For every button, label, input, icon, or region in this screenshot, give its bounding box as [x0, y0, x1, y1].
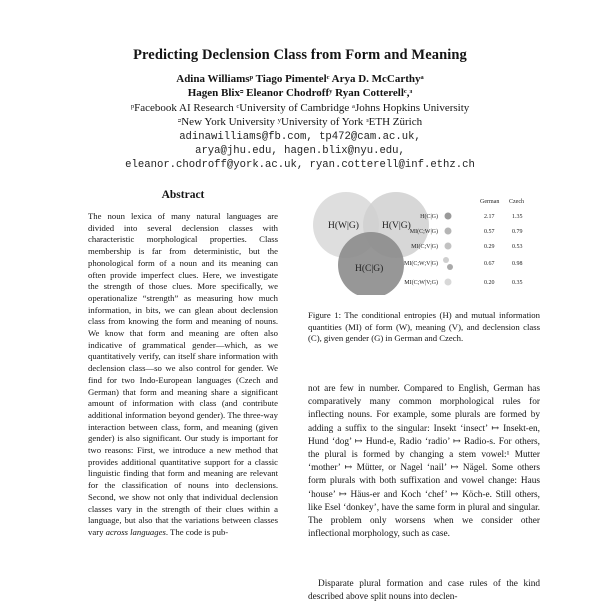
- table-row-label: MI(C;V|G): [411, 244, 438, 250]
- emails-line-1: adinawilliams@fb.com, tp472@cam.ac.uk,: [179, 131, 421, 143]
- row-glyph-icon: [445, 228, 452, 235]
- figure-caption: Figure 1: The conditional entropies (H) and mutual information quantities (MI) of form (W), meaning (V), and declension class (C), given gender (G) in German and Czech.: [308, 310, 540, 344]
- venn-label-class: H(C|G): [355, 264, 384, 274]
- table-row-label: MI(C;W|V;G): [404, 280, 438, 286]
- row-glyph-icon: [447, 264, 453, 270]
- table-cell-czech: 0.79: [512, 229, 523, 235]
- row-glyph-icon: [445, 213, 452, 220]
- authors-line-2: Hagen Blixᵙ Eleanor Chodroffʸ Ryan Cotterellᶜ,ᶟ: [187, 87, 413, 99]
- body-paragraph: Disparate plural formation and case rules of the kind described above split nouns into declen-: [308, 579, 540, 603]
- venn-label-form: H(W|G): [328, 221, 359, 231]
- table-cell-czech: 0.35: [512, 280, 523, 286]
- abstract-text: The noun lexica of many natural languages are divided into several declension classes with characteristic morphological properties. Class membership is far from deterministic, but the phonological form of a noun and its meaning can often provide imperfect clues. Here, we investigate the strength of those clues. More specifically, we operationalize “strength” as measuring how much information, in bits, we can glean about declension class from knowing the form and meaning of nouns. We know that form and meaning are often also indicative of grammatical gender—which, as we quantitatively verify, can itself share information with declension class—so we also control for gender. We find for two Indo-European languages (Czech and German) that form and meaning share a significant amount of information with class (and contribute additional information beyond gender). The three-way interaction between class, form, and meaning (given gender) is also significant. Our study is important for two reasons: First, we introduce a new method that provides additional quantitative support for a classic linguistic finding that form and meaning are relevant for the classification of nouns into declensions. Second, we show not only that individual declension classes vary in the strength of their clues within a language, but also that the variations between classes vary across languages. The code is pub-: [88, 211, 278, 537]
- affiliations-line-1: ᵖFacebook AI Research ᶜUniversity of Cambridge ᵃJohns Hopkins University: [130, 102, 470, 114]
- table-cell-german: 0.67: [484, 261, 495, 267]
- table-header-czech: Czech: [509, 199, 524, 205]
- emails-line-3: eleanor.chodroff@york.ac.uk, ryan.cotterell@inf.ethz.ch: [125, 159, 475, 171]
- abstract-heading: Abstract: [161, 189, 205, 201]
- table-cell-german: 0.20: [484, 280, 495, 286]
- table-row-label: H(C|G): [420, 214, 438, 220]
- table-cell-german: 0.57: [484, 229, 495, 235]
- table-cell-german: 2.17: [484, 214, 495, 220]
- venn-label-meaning: H(V|G): [382, 221, 411, 231]
- table-cell-czech: 1.35: [512, 214, 523, 220]
- emails-line-2: arya@jhu.edu, hagen.blix@nyu.edu,: [195, 145, 405, 157]
- affiliations-line-2: ᵙNew York University ʸUniversity of York ᶟETH Zürich: [177, 116, 423, 128]
- table-cell-czech: 0.53: [512, 244, 523, 250]
- table-row-label: MI(C;W|G): [409, 229, 438, 235]
- row-glyph-icon: [445, 243, 452, 250]
- table-row-label: MI(C;W;V|G): [404, 261, 438, 267]
- body-paragraph: not are few in number. Compared to English, German has comparatively many common morphological rules for inflecting nouns. For example, some plurals are formed by adding a suffix to the singular: Insekt ‘insect’ ↦ Insekt-en, Hund ‘dog’ ↦ Hund-e, Radio ‘radio’ ↦ Radio-s. For others, the plural is formed by changing a stem vowel:¹ Mutter ‘mother’ ↦ Mütter, or Nagel ‘nail’ ↦ Nägel. Some others form plurals with both suffixation and vowel change: Haus ‘house’ ↦ Häus-er and Koch ‘chef’ ↦ Köch-e. Still others, like Esel ‘donkey’, have the same form in plural and singular. The problem only worsens when we consider other inflectional morphology, such as case.: [308, 384, 540, 540]
- table-cell-czech: 0.98: [512, 261, 523, 267]
- figure-1: [308, 185, 540, 295]
- table-cell-german: 0.29: [484, 244, 495, 250]
- table-header-german: German: [480, 199, 500, 205]
- row-glyph-icon: [445, 279, 452, 286]
- paper-title: Predicting Declension Class from Form and Meaning: [133, 47, 467, 63]
- row-glyph-icon: [443, 257, 449, 263]
- authors-line-1: Adina Williamsᵖ Tiago Pimentelᶜ Arya D. McCarthyᵃ: [176, 73, 424, 85]
